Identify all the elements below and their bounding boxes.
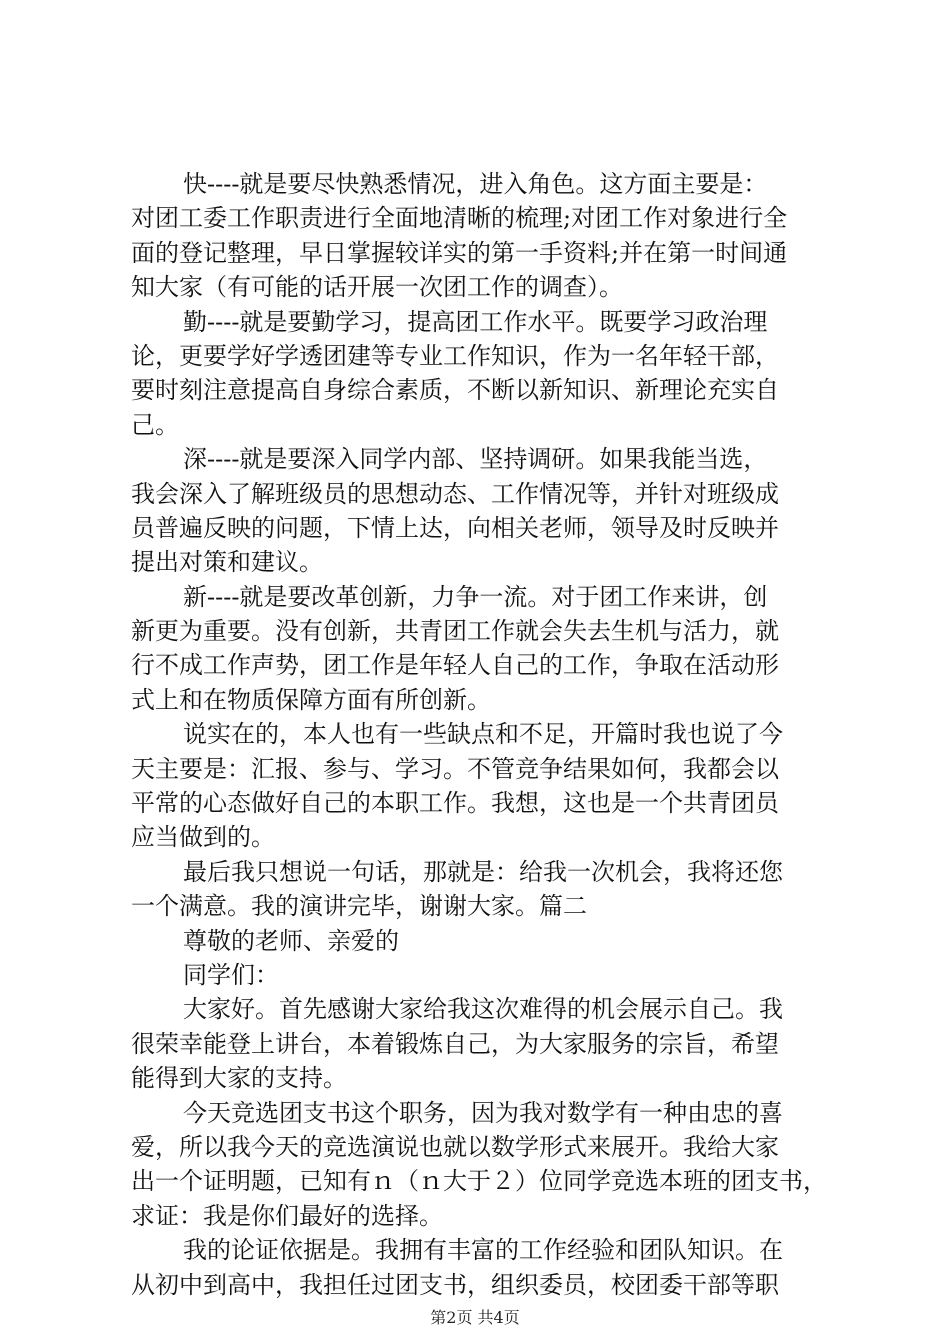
text-line: 天主要是：汇报、参与、学习。不管竞争结果如何，我都会以 bbox=[131, 754, 779, 783]
text-line: 行不成工作声势，团工作是年轻人自己的工作，争取在活动形 bbox=[131, 651, 779, 680]
text-line: 新----就是要改革创新，力争一流。对于团工作来讲，创 bbox=[183, 582, 768, 611]
text-line: 勤----就是要勤学习，提高团工作水平。既要学习政治理 bbox=[183, 307, 768, 336]
text-line: 求证：我是你们最好的选择。 bbox=[131, 1201, 443, 1230]
text-line: 能得到大家的支持。 bbox=[131, 1064, 347, 1093]
document-body bbox=[131, 167, 831, 1302]
text-line: 很荣幸能登上讲台，本着锻炼自己，为大家服务的宗旨，希望 bbox=[131, 1029, 779, 1058]
text-line: 员普遍反映的问题，下情上达，向相关老师，领导及时反映并 bbox=[131, 513, 779, 542]
text-line: 尊敬的老师、亲爱的 bbox=[183, 926, 399, 955]
text-line: 从初中到高中，我担任过团支书，组织委员，校团委干部等职 bbox=[131, 1270, 779, 1299]
text-line: 平常的心态做好自己的本职工作。我想，这也是一个共青团员 bbox=[131, 789, 779, 818]
text-line: 快----就是要尽快熟悉情况，进入角色。这方面主要是： bbox=[183, 170, 768, 198]
text-line: 论，更要学好学透团建等专业工作知识，作为一名年轻干部， bbox=[131, 341, 779, 370]
text-line: 面的登记整理，早日掌握较详实的第一手资料;并在第一时间通 bbox=[131, 238, 788, 267]
text-line: 同学们： bbox=[183, 960, 279, 989]
text-line: 深----就是要深入同学内部、坚持调研。如果我能当选， bbox=[183, 445, 768, 474]
text-line: 大家好。首先感谢大家给我这次难得的机会展示自己。我 bbox=[183, 995, 783, 1024]
text-line: 对团工委工作职责进行全面地清晰的梳理;对团工作对象进行全 bbox=[131, 204, 788, 233]
text-line: 要时刻注意提高自身综合素质，不断以新知识、新理论充实自 bbox=[131, 376, 779, 405]
text-line: 爱，所以我今天的竞选演说也就以数学形式来展开。我给大家 bbox=[131, 1132, 779, 1161]
text-line: 最后我只想说一句话，那就是：给我一次机会，我将还您 bbox=[183, 857, 783, 886]
text-line: 提出对策和建议。 bbox=[131, 548, 323, 577]
text-line: 我会深入了解班级员的思想动态、工作情况等，并针对班级成 bbox=[131, 479, 779, 508]
text-line: 我的论证依据是。我拥有丰富的工作经验和团队知识。在 bbox=[183, 1236, 783, 1265]
text-line: 己。 bbox=[131, 410, 179, 439]
text-line: 应当做到的。 bbox=[131, 823, 275, 852]
text-line: 今天竞选团支书这个职务，因为我对数学有一种由忠的喜 bbox=[183, 1098, 783, 1127]
text-line: 说实在的，本人也有一些缺点和不足，开篇时我也说了今 bbox=[183, 720, 783, 749]
page-number: 第2页 共4页 bbox=[430, 1308, 520, 1327]
text-line: 知大家（有可能的话开展一次团工作的调查）。 bbox=[131, 273, 623, 302]
text-line: 一个满意。我的演讲完毕，谢谢大家。篇二 bbox=[131, 892, 587, 921]
text-line: 式上和在物质保障方面有所创新。 bbox=[131, 685, 491, 714]
text-line: 出一个证明题，已知有ｎ（ｎ大于２）位同学竞选本班的团支书， bbox=[131, 1167, 827, 1196]
text-line: 新更为重要。没有创新，共青团工作就会失去生机与活力，就 bbox=[131, 617, 779, 646]
